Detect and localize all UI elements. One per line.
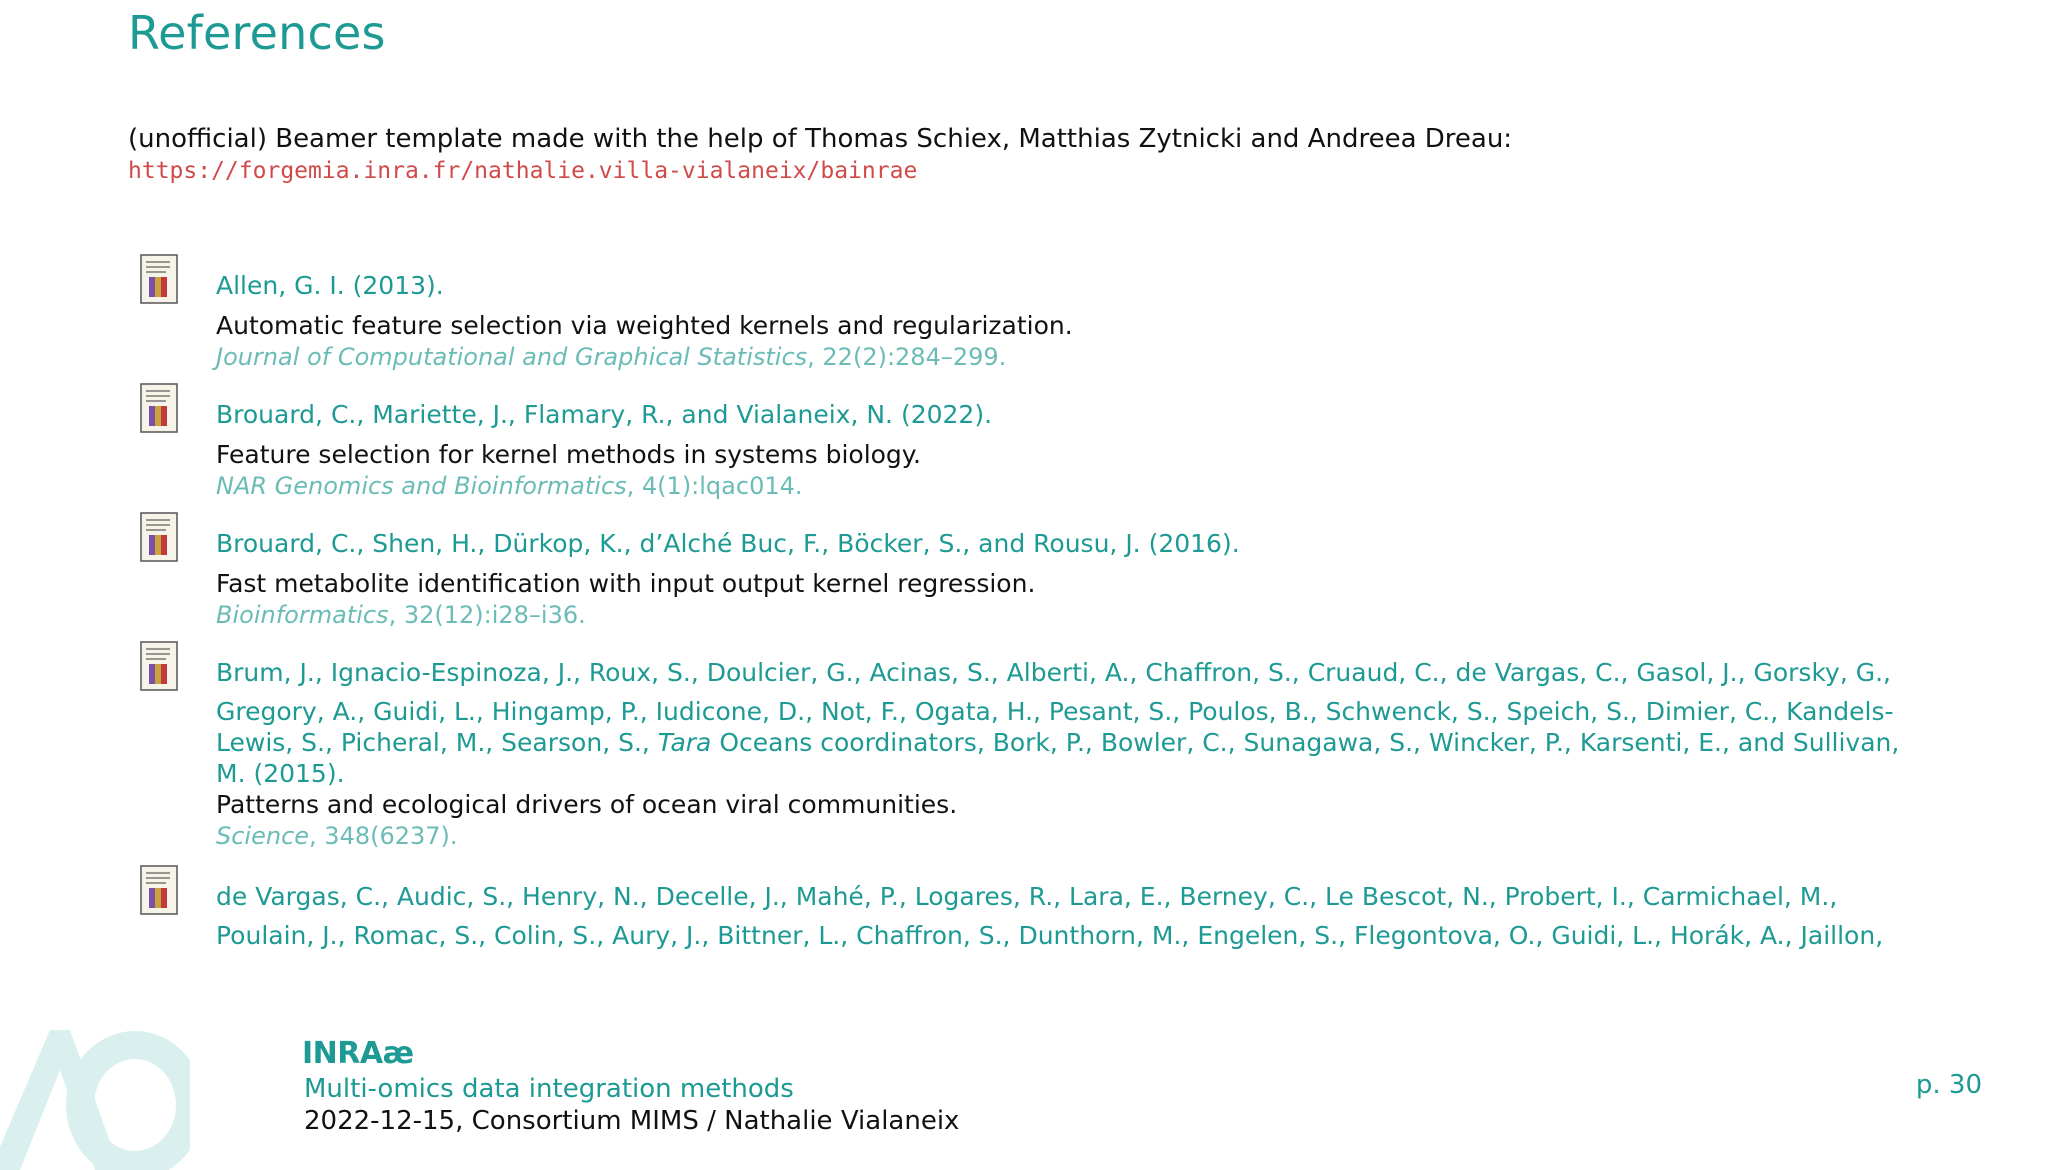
reference-journal [216, 821, 1916, 851]
reference-authors: Allen, G. I. (2013). [216, 271, 444, 300]
reference-authors-line1: de Vargas, C., Audic, S., Henry, N., Decelle, J., Mahé, P., Logares, R., Lara, E., Berney, C., Le Bescot, N., Probert, I., Carmichael, M., [216, 882, 1838, 911]
reference-journal [216, 471, 1916, 501]
reference-title: Fast metabolite identification with input output kernel regression. [216, 569, 1036, 598]
journal-name: Journal of Computational and Graphical Statistics [216, 343, 808, 371]
article-icon [140, 383, 178, 433]
page-number: p. 30 [1915, 1070, 1982, 1100]
template-url-link[interactable]: https://forgemia.inra.fr/nathalie.villa-vialaneix/bainrae [128, 158, 918, 184]
journal-details: , 22(2):284–299. [807, 343, 1007, 371]
article-icon [140, 512, 178, 562]
article-icon [140, 254, 178, 304]
reference-authors [216, 881, 1916, 951]
reference-authors: Brouard, C., Shen, H., Dürkop, K., d’Alché Buc, F., Böcker, S., and Rousu, J. (2016). [216, 529, 1240, 558]
footer-presentation-title: Multi-omics data integration methods [304, 1074, 794, 1104]
reference-title: Feature selection for kernel methods in systems biology. [216, 440, 921, 469]
slide-title: References [128, 6, 386, 60]
inrae-watermark-logo [0, 1010, 190, 1170]
credit-text: (unofficial) Beamer template made with the help of Thomas Schiex, Matthias Zytnicki and Andreea Dreau: [128, 124, 1513, 154]
reference-authors [216, 657, 1916, 789]
inrae-logo: INRAæ [302, 1036, 414, 1071]
article-icon [140, 641, 178, 691]
reference-authors-rest-b: Oceans coordinators, Bork, P., Bowler, C., Sunagawa, S., Wincker, P., Karsenti, E., and Sullivan, M. (2015). [216, 728, 1900, 788]
journal-details: , 4(1):lqac014. [626, 472, 803, 500]
reference-title: Automatic feature selection via weighted kernels and regularization. [216, 311, 1073, 340]
journal-name: Science [216, 822, 310, 850]
reference-journal [216, 600, 1916, 630]
reference-authors-line1: Brum, J., Ignacio-Espinoza, J., Roux, S., Doulcier, G., Acinas, S., Alberti, A., Chaffron, S., Cruaud, C., de Vargas, C., Gasol, J., Gorsky, G., [216, 658, 1891, 687]
footer-date-author: 2022-12-15, Consortium MIMS / Nathalie Vialaneix [304, 1106, 960, 1136]
journal-name: Bioinformatics [216, 601, 389, 629]
journal-name: NAR Genomics and Bioinformatics [216, 472, 627, 500]
reference-authors-rest-a: Gregory, A., Guidi, L., Hingamp, P., Iudicone, D., Not, F., Ogata, H., Pesant, S., Poulos, B., Schwenck, S., Speich, S., Dimier, C., Kandels-Lewis, S., Picheral, M., Searson, S., [216, 697, 1894, 757]
journal-details: , 348(6237). [309, 822, 458, 850]
reference-authors: Brouard, C., Mariette, J., Flamary, R., and Vialaneix, N. (2022). [216, 400, 993, 429]
reference-authors-tara: Tara [657, 728, 712, 757]
journal-details: , 32(12):i28–i36. [388, 601, 586, 629]
reference-authors-rest: Poulain, J., Romac, S., Colin, S., Aury, J., Bittner, L., Chaffron, S., Dunthorn, M., Engelen, S., Flegontova, O., Guidi, L., Horák, A., Jaillon, [216, 921, 1884, 950]
reference-journal [216, 342, 1916, 372]
reference-title: Patterns and ecological drivers of ocean viral communities. [216, 790, 958, 819]
article-icon [140, 865, 178, 915]
